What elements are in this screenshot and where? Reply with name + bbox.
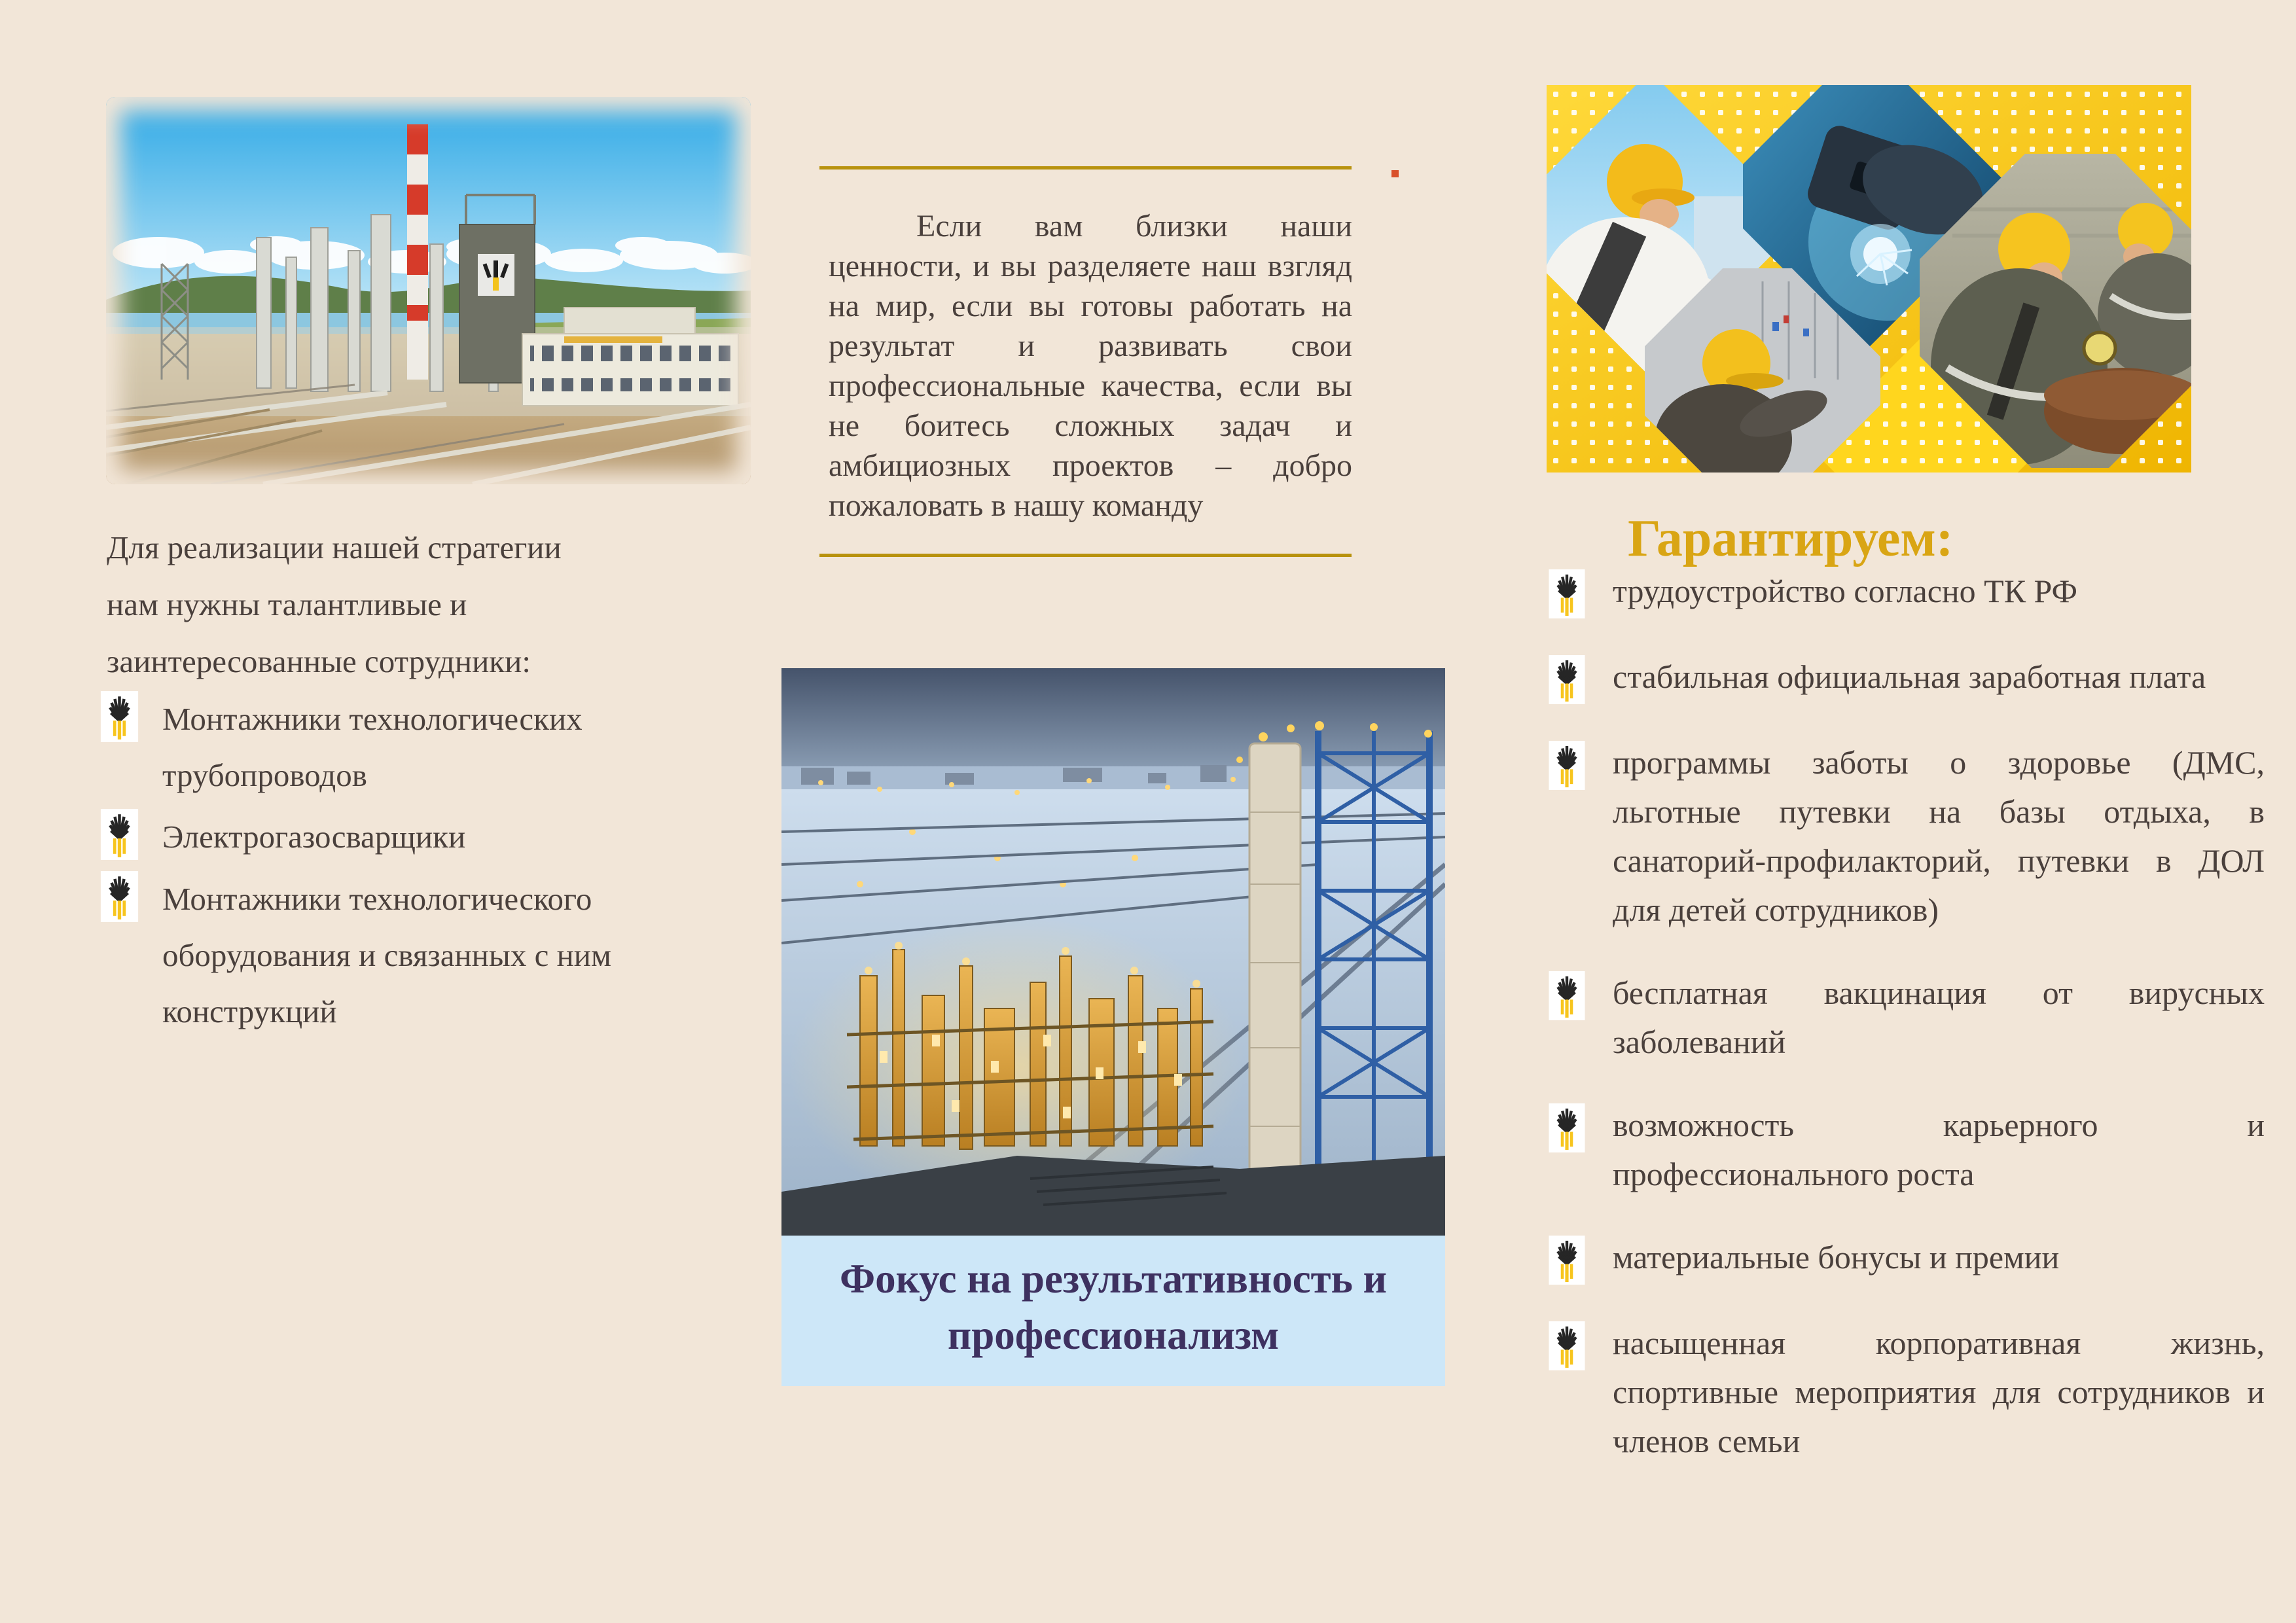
- intro-text: [107, 519, 562, 690]
- benefit-label: бесплатная вакцинация от вирусных заболеваний: [1613, 974, 2265, 1060]
- intro-line: Для реализации нашей стратегии: [107, 529, 562, 565]
- intro-line: заинтересованные сотрудники:: [107, 643, 531, 680]
- list-item: [100, 871, 761, 1041]
- values-quote: Если вам близки наши ценности, и вы разделяете наш взгляд на мир, если вы готовы работать на результат и развивать свои профессиональные качества, если вы не боитесь сложных задач и амбициозных проектов – добро пожаловать в нашу команду: [829, 209, 1352, 523]
- list-item: [1549, 652, 2269, 704]
- list-item: [1549, 1319, 2269, 1466]
- benefit-label: стабильная официальная заработная плата: [1613, 658, 2206, 695]
- benefit-label: возможность карьерного и профессионального роста: [1613, 1107, 2265, 1192]
- rosneft-logo-icon: [1549, 1321, 1585, 1370]
- rosneft-logo-icon: [1549, 1103, 1585, 1152]
- list-item: [1549, 738, 2269, 935]
- workers-collage-illustration: [1547, 85, 2191, 473]
- benefit-label: материальные бонусы и премии: [1613, 1239, 2060, 1275]
- rosneft-logo-icon: [1549, 655, 1585, 704]
- list-item: [1549, 1233, 2269, 1285]
- vacancy-label: Монтажники технологического оборудования и связанных с ним конструкций: [162, 880, 612, 1030]
- vacancy-list: [100, 691, 761, 1045]
- list-item: [1549, 567, 2269, 618]
- refinery-day-illustration: [106, 97, 751, 484]
- rosneft-logo-icon: [1549, 569, 1585, 618]
- benefits-heading: Гарантируем:: [1628, 510, 1954, 567]
- divider-line-top: [819, 166, 1352, 169]
- rosneft-logo-icon: [100, 871, 139, 922]
- workers-collage-photo: [1547, 85, 2191, 473]
- list-item: [100, 691, 761, 804]
- benefit-label: трудоустройство согласно ТК РФ: [1613, 573, 2078, 609]
- refinery-night-illustration: [781, 668, 1445, 1236]
- caption-band: [781, 1236, 1445, 1386]
- list-item: [1549, 1101, 2269, 1199]
- refinery-night-photo: [781, 668, 1445, 1236]
- rosneft-logo-icon: [100, 691, 139, 742]
- rosneft-logo-icon: [1549, 971, 1585, 1020]
- divider-line-bottom: [819, 554, 1352, 557]
- red-square-bullet: [1391, 170, 1399, 177]
- list-item: [100, 809, 761, 865]
- vacancy-label: Электрогазосварщики: [162, 819, 466, 855]
- caption-text: Фокус на результативность и профессионализм: [840, 1256, 1387, 1358]
- intro-line: нам нужны талантливые и: [107, 586, 467, 623]
- vacancy-label: Монтажники технологических трубопроводов: [162, 701, 583, 794]
- benefits-list: [1549, 567, 2269, 1500]
- benefit-label: программы заботы о здоровье (ДМС, льготные путевки на базы отдыха, в санаторий-профилакторий, путевки в ДОЛ для детей сотрудников): [1613, 744, 2265, 928]
- rosneft-logo-icon: [100, 809, 139, 860]
- rosneft-logo-icon: [1549, 1236, 1585, 1285]
- benefit-label: насыщенная корпоративная жизнь, спортивные мероприятия для сотрудников и членов семьи: [1613, 1325, 2265, 1459]
- rosneft-logo-icon: [1549, 741, 1585, 790]
- list-item: [1549, 969, 2269, 1067]
- refinery-day-photo: [106, 97, 751, 484]
